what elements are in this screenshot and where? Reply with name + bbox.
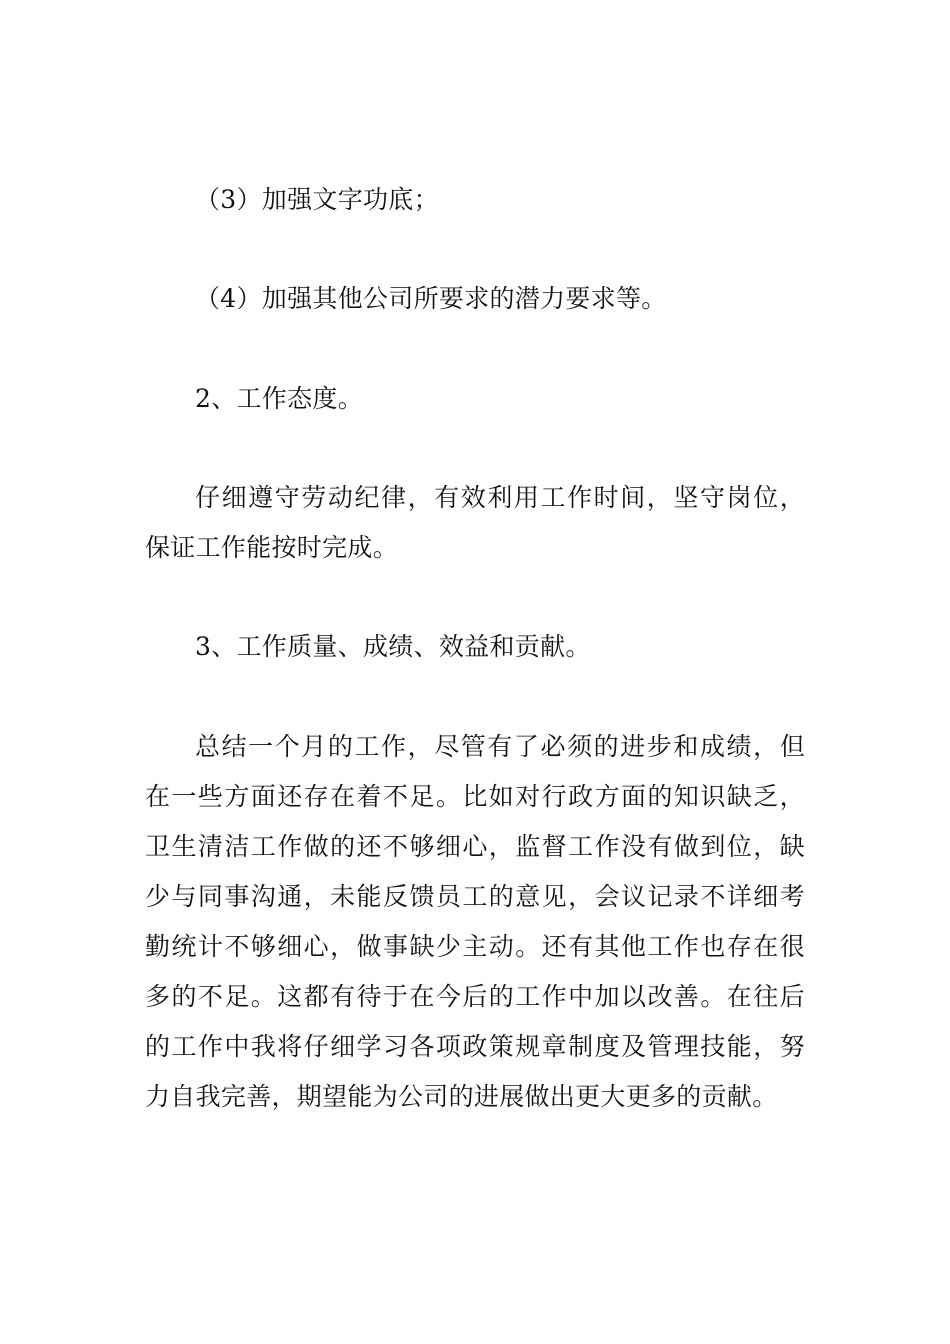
- paragraph-line: 在一些方面还存在着不足。比如对行政方面的知识缺乏，: [145, 782, 805, 811]
- paragraph-line: 少与同事沟通，未能反馈员工的意见，会议记录不详细考: [145, 882, 805, 911]
- paragraph-line: 保证工作能按时完成。: [145, 533, 399, 562]
- section-heading-2: 2、工作态度。: [195, 384, 364, 413]
- paragraph-line: 总结一个月的工作，尽管有了必须的进步和成绩，但: [195, 732, 805, 761]
- paragraph-line: 仔细遵守劳动纪律，有效利用工作时间，坚守岗位，: [195, 483, 805, 512]
- paragraph-line: 勤统计不够细心，做事缺少主动。还有其他工作也存在很: [145, 932, 805, 961]
- paragraph-line: 力自我完善，期望能为公司的进展做出更大更多的贡献。: [145, 1082, 778, 1111]
- list-item-4: （4）加强其他公司所要求的潜力要求等。: [195, 284, 667, 313]
- section-heading-3: 3、工作质量、成绩、效益和贡献。: [195, 632, 591, 661]
- paragraph-line: 卫生清洁工作做的还不够细心，监督工作没有做到位，缺: [145, 832, 805, 861]
- list-item-3: （3）加强文字功底；: [195, 185, 439, 214]
- paragraph-line: 的工作中我将仔细学习各项政策规章制度及管理技能，努: [145, 1032, 805, 1061]
- paragraph-line: 多的不足。这都有待于在今后的工作中加以改善。在往后: [145, 982, 805, 1011]
